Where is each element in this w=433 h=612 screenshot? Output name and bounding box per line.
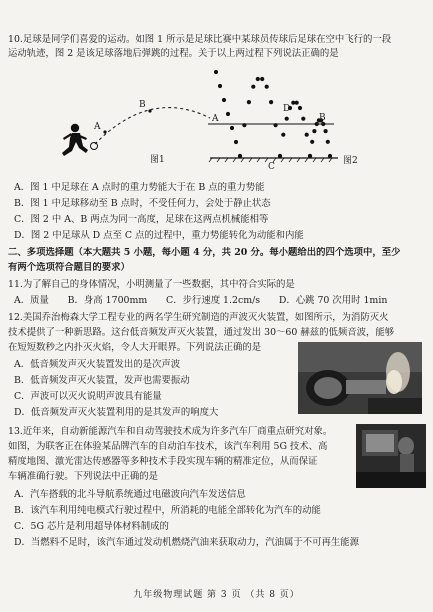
q13-line4: 车辆准确行驶。下列说法中正确的是 [8, 471, 159, 482]
sound-extinguisher-photo [298, 342, 422, 414]
q13-option-b: B．该汽车利用纯电模式行驶过程中，所消耗的电能全部转化为汽车的动能 [14, 505, 321, 516]
bounce-dot [298, 106, 302, 110]
bounce-dot [274, 123, 278, 127]
bounce-dot [260, 77, 264, 81]
page-footer: 九年级物理试题 第 3 页 （共 8 页） [133, 590, 300, 600]
bounce-dot [308, 154, 312, 158]
figure-2-bouncing-ball [206, 70, 356, 174]
q12-option-c: C．声波可以灭火说明声波具有能量 [14, 391, 162, 402]
player-silhouette [62, 124, 88, 156]
bounce-dot [285, 117, 289, 121]
q10-option-c: C．图 2 中 A、B 两点为同一高度，足球在这两点机械能相等 [14, 214, 269, 225]
ball-trajectory [95, 108, 210, 144]
q13-line3: 精度地图、激光雷达传感器等多种技术手段实现车辆的精准定位，从而保证 [8, 456, 318, 467]
q12-line2: 技术提供了一种新思路。这台低音频发声灭火装置，通过发出 30～60 赫兹的低频音波，能够 [8, 327, 395, 338]
bounce-dot [305, 133, 309, 137]
bounce-dot [218, 84, 222, 88]
point-a-marker [103, 130, 106, 133]
q11-options: A．质量 B．身高 1700mm C．步行速度 1.2cm/s D．心跳 70 次用时 1min [14, 295, 388, 306]
q10-stem-line2: 运动轨迹，图 2 是该足球落地后弹跳的过程。关于以上两过程下列说法正确的是 [8, 48, 339, 59]
bounce-dot [278, 154, 282, 158]
q10-option-a: A．图 1 中足球在 A 点时的重力势能大于在 B 点的重力势能 [14, 182, 265, 193]
label-c-fig2: C [268, 162, 275, 172]
bounce-dot [295, 101, 299, 105]
bounce-dot [328, 154, 332, 158]
football [91, 143, 98, 150]
label-d-fig2: D [283, 104, 291, 114]
q13-option-c: C．5G 芯片是利用超导体材料制成的 [14, 521, 169, 532]
q10-option-d: D．图 2 中足球从 D 点至 C 点的过程中，重力势能转化为动能和内能 [14, 230, 304, 241]
point-b-marker [148, 109, 151, 112]
label-a-fig2: A [212, 114, 219, 124]
bounce-dot [226, 112, 230, 116]
label-b: B [139, 100, 146, 110]
bounce-dot [214, 70, 218, 74]
figure-1-caption: 图1 [150, 155, 165, 165]
figure-2-caption: 图2 [343, 156, 358, 166]
bounce-dot [230, 126, 234, 130]
bounce-dot [251, 85, 255, 89]
q12-option-b: B．低音频发声灭火装置，发声也需要振动 [14, 375, 190, 386]
bounce-dot [234, 140, 238, 144]
q10-stem-line1: 10.足球是同学们喜爱的运动。如图 1 所示是足球比赛中某球员传球后足球在空中飞行的一段 [8, 34, 392, 45]
bounce-dot [326, 140, 330, 144]
section-2-heading: 二、多项选择题（本大题共 5 小题，每小题 4 分，共 20 分。每小题给出的四个选项中，至少 [8, 247, 401, 258]
bounce-dot [269, 100, 273, 104]
q12-line1: 12.美国乔治梅森大学工程专业的两名学生研究制造的声波灭火装置，如图所示，为消防灭火 [8, 312, 389, 323]
label-b-fig2: B [319, 113, 326, 123]
q12-line3: 在短短数秒之内扑灭火焰，令人大开眼界。下列说法正确的是 [8, 342, 262, 353]
bounce-dot [265, 85, 269, 89]
label-a: A [94, 122, 101, 132]
figure-1-trajectory [50, 78, 220, 170]
bounce-dot [256, 77, 260, 81]
bounce-dots [214, 70, 332, 158]
q11-stem: 11.为了解自己的身体情况，小明测量了一些数据，其中符合实际的是 [8, 279, 295, 290]
bounce-dot [222, 98, 226, 102]
section-2-heading-cont: 有两个选项符合题目的要求） [8, 262, 130, 273]
bounce-dot [301, 117, 305, 121]
q13-option-d: D．当燃料不足时，该汽车通过发动机燃烧汽油来获取动力，汽油属于不可再生能源 [14, 537, 360, 548]
q13-line1: 13.近年来，自动新能源汽车和自动驾驶技术成为许多汽车厂商重点研究对象。 [8, 426, 333, 437]
bounce-dot [247, 100, 251, 104]
bounce-dot [324, 129, 328, 133]
bounce-dot [312, 129, 316, 133]
bounce-dot [238, 154, 242, 158]
self-parking-car-photo [356, 424, 426, 488]
q10-option-b: B．图 1 中足球移动至 B 点时，不受任何力，会处于静止状态 [14, 198, 271, 209]
bounce-dot [281, 133, 285, 137]
bounce-dot [310, 140, 314, 144]
q13-option-a: A．汽车搭载的北斗导航系统通过电磁波向汽车发送信息 [14, 489, 246, 500]
q12-option-d: D．低音频发声灭火装置利用的是其发声的响度大 [14, 407, 219, 418]
bounce-dot [242, 123, 246, 127]
q13-line2: 如图，为联客正在体验某品牌汽车的自动泊车技术，该汽车利用 5G 技术、高 [8, 441, 328, 452]
q12-option-a: A．低音频发声灭火装置发出的是次声波 [14, 359, 181, 370]
